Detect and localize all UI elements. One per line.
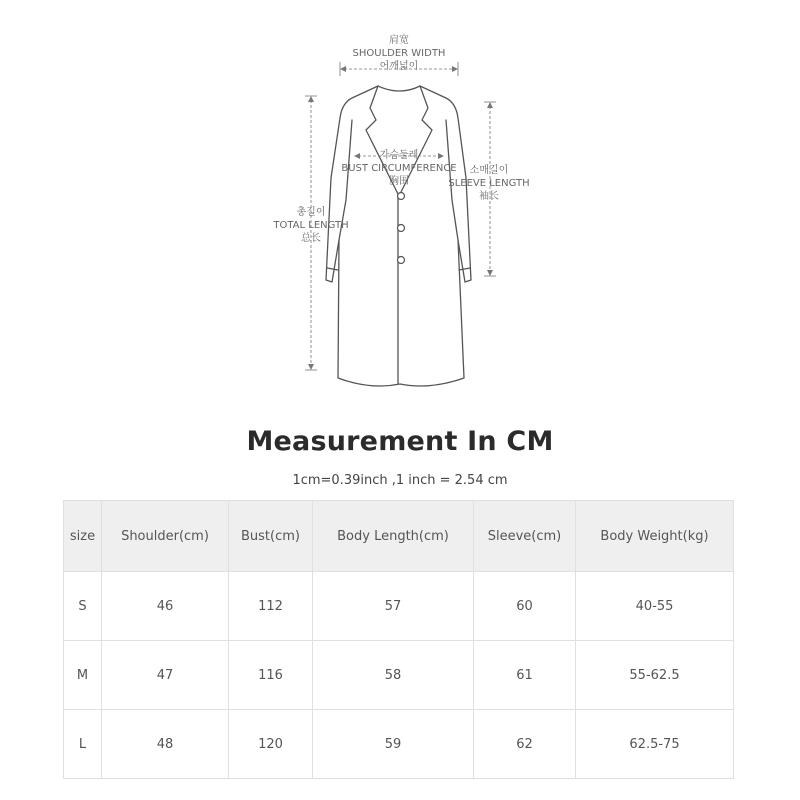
shoulder-label-en: SHOULDER WIDTH [352, 48, 446, 59]
cell-bust: 116 [229, 641, 313, 710]
coat-collar [378, 86, 420, 91]
header-sleeve: Sleeve(cm) [474, 501, 576, 572]
cell-shoulder: 46 [102, 572, 229, 641]
cell-body-weight: 62.5-75 [576, 710, 734, 779]
shoulder-label-cn: 肩宽 [389, 35, 409, 46]
button-1 [398, 193, 405, 200]
size-chart-table [63, 500, 734, 779]
total-length-label-en: TOTAL LENGTH [273, 220, 349, 231]
button-3 [398, 257, 405, 264]
cell-body-weight: 40-55 [576, 572, 734, 641]
header-bust: Bust(cm) [229, 501, 313, 572]
table-row [64, 572, 734, 641]
cell-sleeve: 60 [474, 572, 576, 641]
cell-body-length: 58 [313, 641, 474, 710]
right-cuff [459, 268, 470, 270]
total-length-label [268, 206, 354, 245]
sleeve-label-kr: 소매길이 [469, 165, 509, 176]
total-length-label-cn: 总长 [301, 233, 321, 244]
cell-body-weight: 55-62.5 [576, 641, 734, 710]
table-row [64, 710, 734, 779]
shoulder-label-kr: 어깨넓이 [379, 61, 419, 72]
table-header-row [64, 501, 734, 572]
cell-size: S [64, 572, 102, 641]
bust-label-en: BUST CIRCUMFERENCE [341, 163, 457, 174]
total-length-label-kr: 총길이 [296, 207, 326, 218]
bust-label-cn: 胸围 [389, 176, 409, 187]
sleeve-arrow-top [487, 102, 493, 108]
header-size: size [64, 501, 102, 572]
bust-label-kr: 가슴둘레 [379, 150, 419, 161]
sleeve-label [444, 164, 534, 203]
page-title: Measurement In CM [246, 426, 554, 457]
cell-shoulder: 47 [102, 641, 229, 710]
length-arrow-bottom [308, 364, 314, 370]
sleeve-label-en: SLEEVE LENGTH [448, 178, 530, 189]
cell-bust: 112 [229, 572, 313, 641]
button-2 [398, 225, 405, 232]
cell-sleeve: 62 [474, 710, 576, 779]
cell-size: L [64, 710, 102, 779]
cell-body-length: 59 [313, 710, 474, 779]
length-arrow-top [308, 96, 314, 102]
shoulder-label [340, 34, 458, 73]
sleeve-arrow-bottom [487, 270, 493, 276]
header-body-length: Body Length(cm) [313, 501, 474, 572]
header-body-weight: Body Weight(kg) [576, 501, 734, 572]
left-cuff [327, 268, 338, 270]
cell-body-length: 57 [313, 572, 474, 641]
sleeve-label-cn: 袖长 [479, 191, 499, 202]
cell-shoulder: 48 [102, 710, 229, 779]
table-row [64, 641, 734, 710]
conversion-note: 1cm=0.39inch ,1 inch = 2.54 cm [292, 473, 508, 488]
cell-size: M [64, 641, 102, 710]
header-shoulder: Shoulder(cm) [102, 501, 229, 572]
cell-bust: 120 [229, 710, 313, 779]
cell-sleeve: 61 [474, 641, 576, 710]
